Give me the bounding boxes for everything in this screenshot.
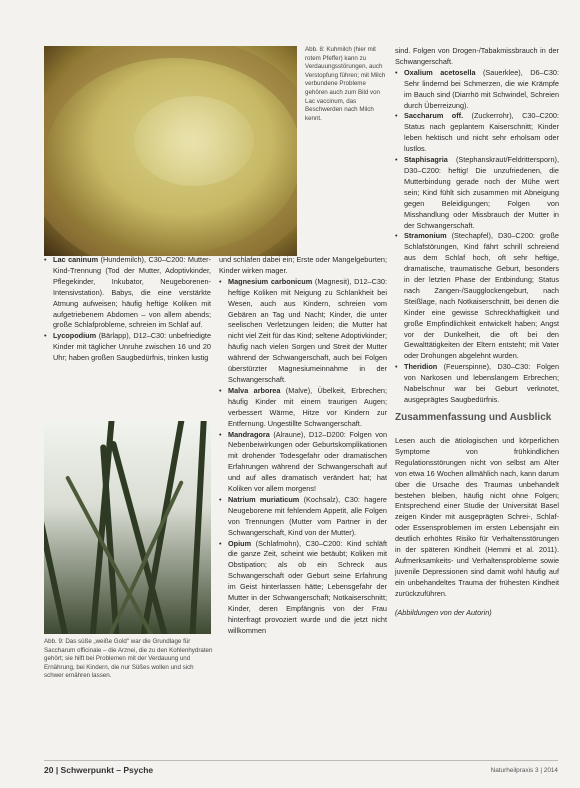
remedy-magnesium-carbonicum: • Magnesium carbonicum (Magnesit), D12–C30: heftige Koliken mit Neigung zu Schlankheit bei Wesen, auch aus Kindern, schreien vom Gebären an Tag und Nacht; Kinder, die unter seelischen Verletzungen leiden; die Mutter hat nicht viel Zeit für das Kind; seltene Adoptivkinder; häufig nach vielen Sorgen und Streit der Mutter während der Schwangerschaft, auch bei Folgen überstürzter Magnesiumeinnahme in der Schwangerschaft. [219,277,387,386]
remedy-mandragora: • Mandragora (Alraune), D12–D200: Folgen von Nebenbeiwirkungen oder Geburtskomplikationen mit drohender Todesgefahr oder dramatischen Erfahrungen während der Schwangerschaft auf und auf alles dramatisch verändert hat; hat Koliken vor allem morgens! [219,430,387,495]
remedy-natrium-muriaticum: • Natrium muriaticum (Kochsalz), C30: hagere Neugeborene mit fehlendem Appetit, alle Folgen von Trennungen (Mutter vom Partner in der Schwangerschaft, Kind von der Mutter). [219,495,387,539]
photo-milk-bowl [44,46,297,256]
section-heading-summary: Zusammenfassung und Ausblick [395,412,552,423]
summary-block [395,436,559,619]
remedy-staphisagria: • Staphisagria (Stephanskraut/Feldrittersporn), D30–C200: heftig! Die unzufriedenen, die Mutterbindung gerade noch der Mühe wert sein; Kind fühlt sich zusammen mit Abneigung gegen Beleidigungen; Folgen von Misshandlung oder Missbrauch der Mutter in der Schwangerschaft. [395,155,559,231]
remedy-theridion: • Theridion (Feuerspinne), D30–C30: Folgen von Narkosen und lebenslangem Erbrechen; Nabelschnur war bei Geburt verknotet, ausgeprägtes Saugbedürfnis. [395,362,559,406]
column-1 [44,255,211,364]
remedy-lycopodium: • Lycopodium (Bärlapp), D12–C30: unbefriedigte Kinder mit täglicher Unruhe zwischen 16 und 20 Uhr; haben großen Saugbedürfnis, trinken lustig [44,331,211,364]
caption-figure-8: Abb. 8: Kuhmilch (hier mit rotem Pfeffer) kann zu Verdauungsstörungen, auch Verstopfung führen; mit Milch verbundene Probleme gehören auch zum Bild von Lac vaccinum, das Beschwerden nach Milch kennt. [305,46,386,122]
remedy-stramonium: • Stramonium (Stechapfel), D30–C200: große Schlafstörungen, Kind fährt schrill schreiend aus dem Schlaf hoch, oft sehr heftige, dramatische, traumatische Geburt, besonders in der letzten Phase der Entbindung; Status nach Zangen-/Saugglockengeburt, nach Steißlage, nach Notkaiserschnitt, bei denen die Kinder eine gewisse Schreckhaftigkeit und große Empfindlichkeit entwickelt haben; Angst vor der Dunkelheit, die oft bei den Gewalttätigkeiten der Eltern entsteht; mit Vater oder Drohungen abgelehnt wurden. [395,231,559,362]
remedy-opium: • Opium (Schlafmohn), C30–C200: Kind schläft die ganze Zeit, scheint wie betäubt; Koliken mit Obstipation; als ob ein Schreck aus Schwangerschaft oder Geburt seine Erfahrung im Geist hinterlassen hätte; Lebensgefahr der Mutter in der Schwangerschaft; Notkaiserschnitt; Kinder, deren Empfängnis von der Frau hinterfragt provoziert wurde und die jetzt nicht willkommen [219,539,387,637]
footer-journal: Naturheilpraxis 3 | 2014 [490,767,558,774]
footer-page-section: 20 | Schwerpunkt – Psyche [44,765,154,775]
footer-rule [44,760,558,761]
remedy-oxalium: • Oxalium acetosella (Sauerklee), D6–C30: Sehr lindernd bei Schmerzen, die wie Krämpfe im Bauch sind (Diarrhö mit Schwindel, Schreien durch Überreizung). [395,68,559,112]
photo-sugar-cane [44,421,211,634]
remedy-lac-caninum: • Lac caninum (Hundemilch), C30–C200: Mutter-Kind-Trennung (Tod der Mutter, Adoptivkinder, Pflegekinder, Inkubator, Neugeborenen-Intensivstation). Babys, die eine verstärkte Atmung aufweisen; häufig heftige Koliken mit aufgetriebenem Abdomen – von allem abends; große Schlafprobleme, schreien im Schlaf auf. [44,255,211,331]
column-2 [219,255,387,637]
col2-intro: und schlafen dabei ein; Erste oder Mangelgeburten; Kinder wirken mager. [219,255,387,275]
image-credit: (Abbildungen von der Autorin) [395,607,492,617]
column-3 [395,46,559,406]
caption-figure-9: Abb. 9: Das süße „weiße Gold" war die Grundlage für Saccharum officinale – die Arznei, die zu den Kohlenhydraten gehört; sie hilft bei Problemen mit der Verdauung und Ernährung, bei Kindern, die nur Süßes wollen und sich schwer ernähren lassen. [44,638,213,680]
col3-intro: sind. Folgen von Drogen-/Tabakmissbrauch in der Schwangerschaft. [395,46,559,66]
summary-text: Lesen auch die ätiologischen und körperlichen Symptome von frühkindlichen Regulationsstörungen nicht von selbst am Alter von etwa 16 Wochen allmählich nach, kann darum über die Ursache des Traumas unbehandelt bestehen bleiben, häufig nicht ohne Folgen; Entsprechend einer Studie der Universität Basel zeigen Kinder mit ausgeprägten Schrei-, Schlaf- oder Essensproblemen im ersten Lebensjahr ein deutlich erhöhtes Risiko für Verhaltensstörungen in der späteren Kindheit (Hemmi et al. 2011). Aufmerksamkeits- und Verhaltensprobleme sowie juvenile Depressionen sind damit wohl häufig auf ein unbehandeltes Trauma der frühesten Kindheit zurückzuführen. [395,436,559,598]
remedy-saccharum: • Saccharum off. (Zuckerrohr), C30–C200: Status nach geplantem Kaiserschnitt; Kinder leben hektisch und nicht sehr erholsam oder lustlos. [395,111,559,155]
remedy-malva-arborea: • Malva arborea (Malve), Übelkeit, Erbrechen; häufig Kinder mit einem traurigen Augen; verbessert Wärme, Hitze vor Kindern zur Entfernung. Ungestillte Schwangerschaft. [219,386,387,430]
